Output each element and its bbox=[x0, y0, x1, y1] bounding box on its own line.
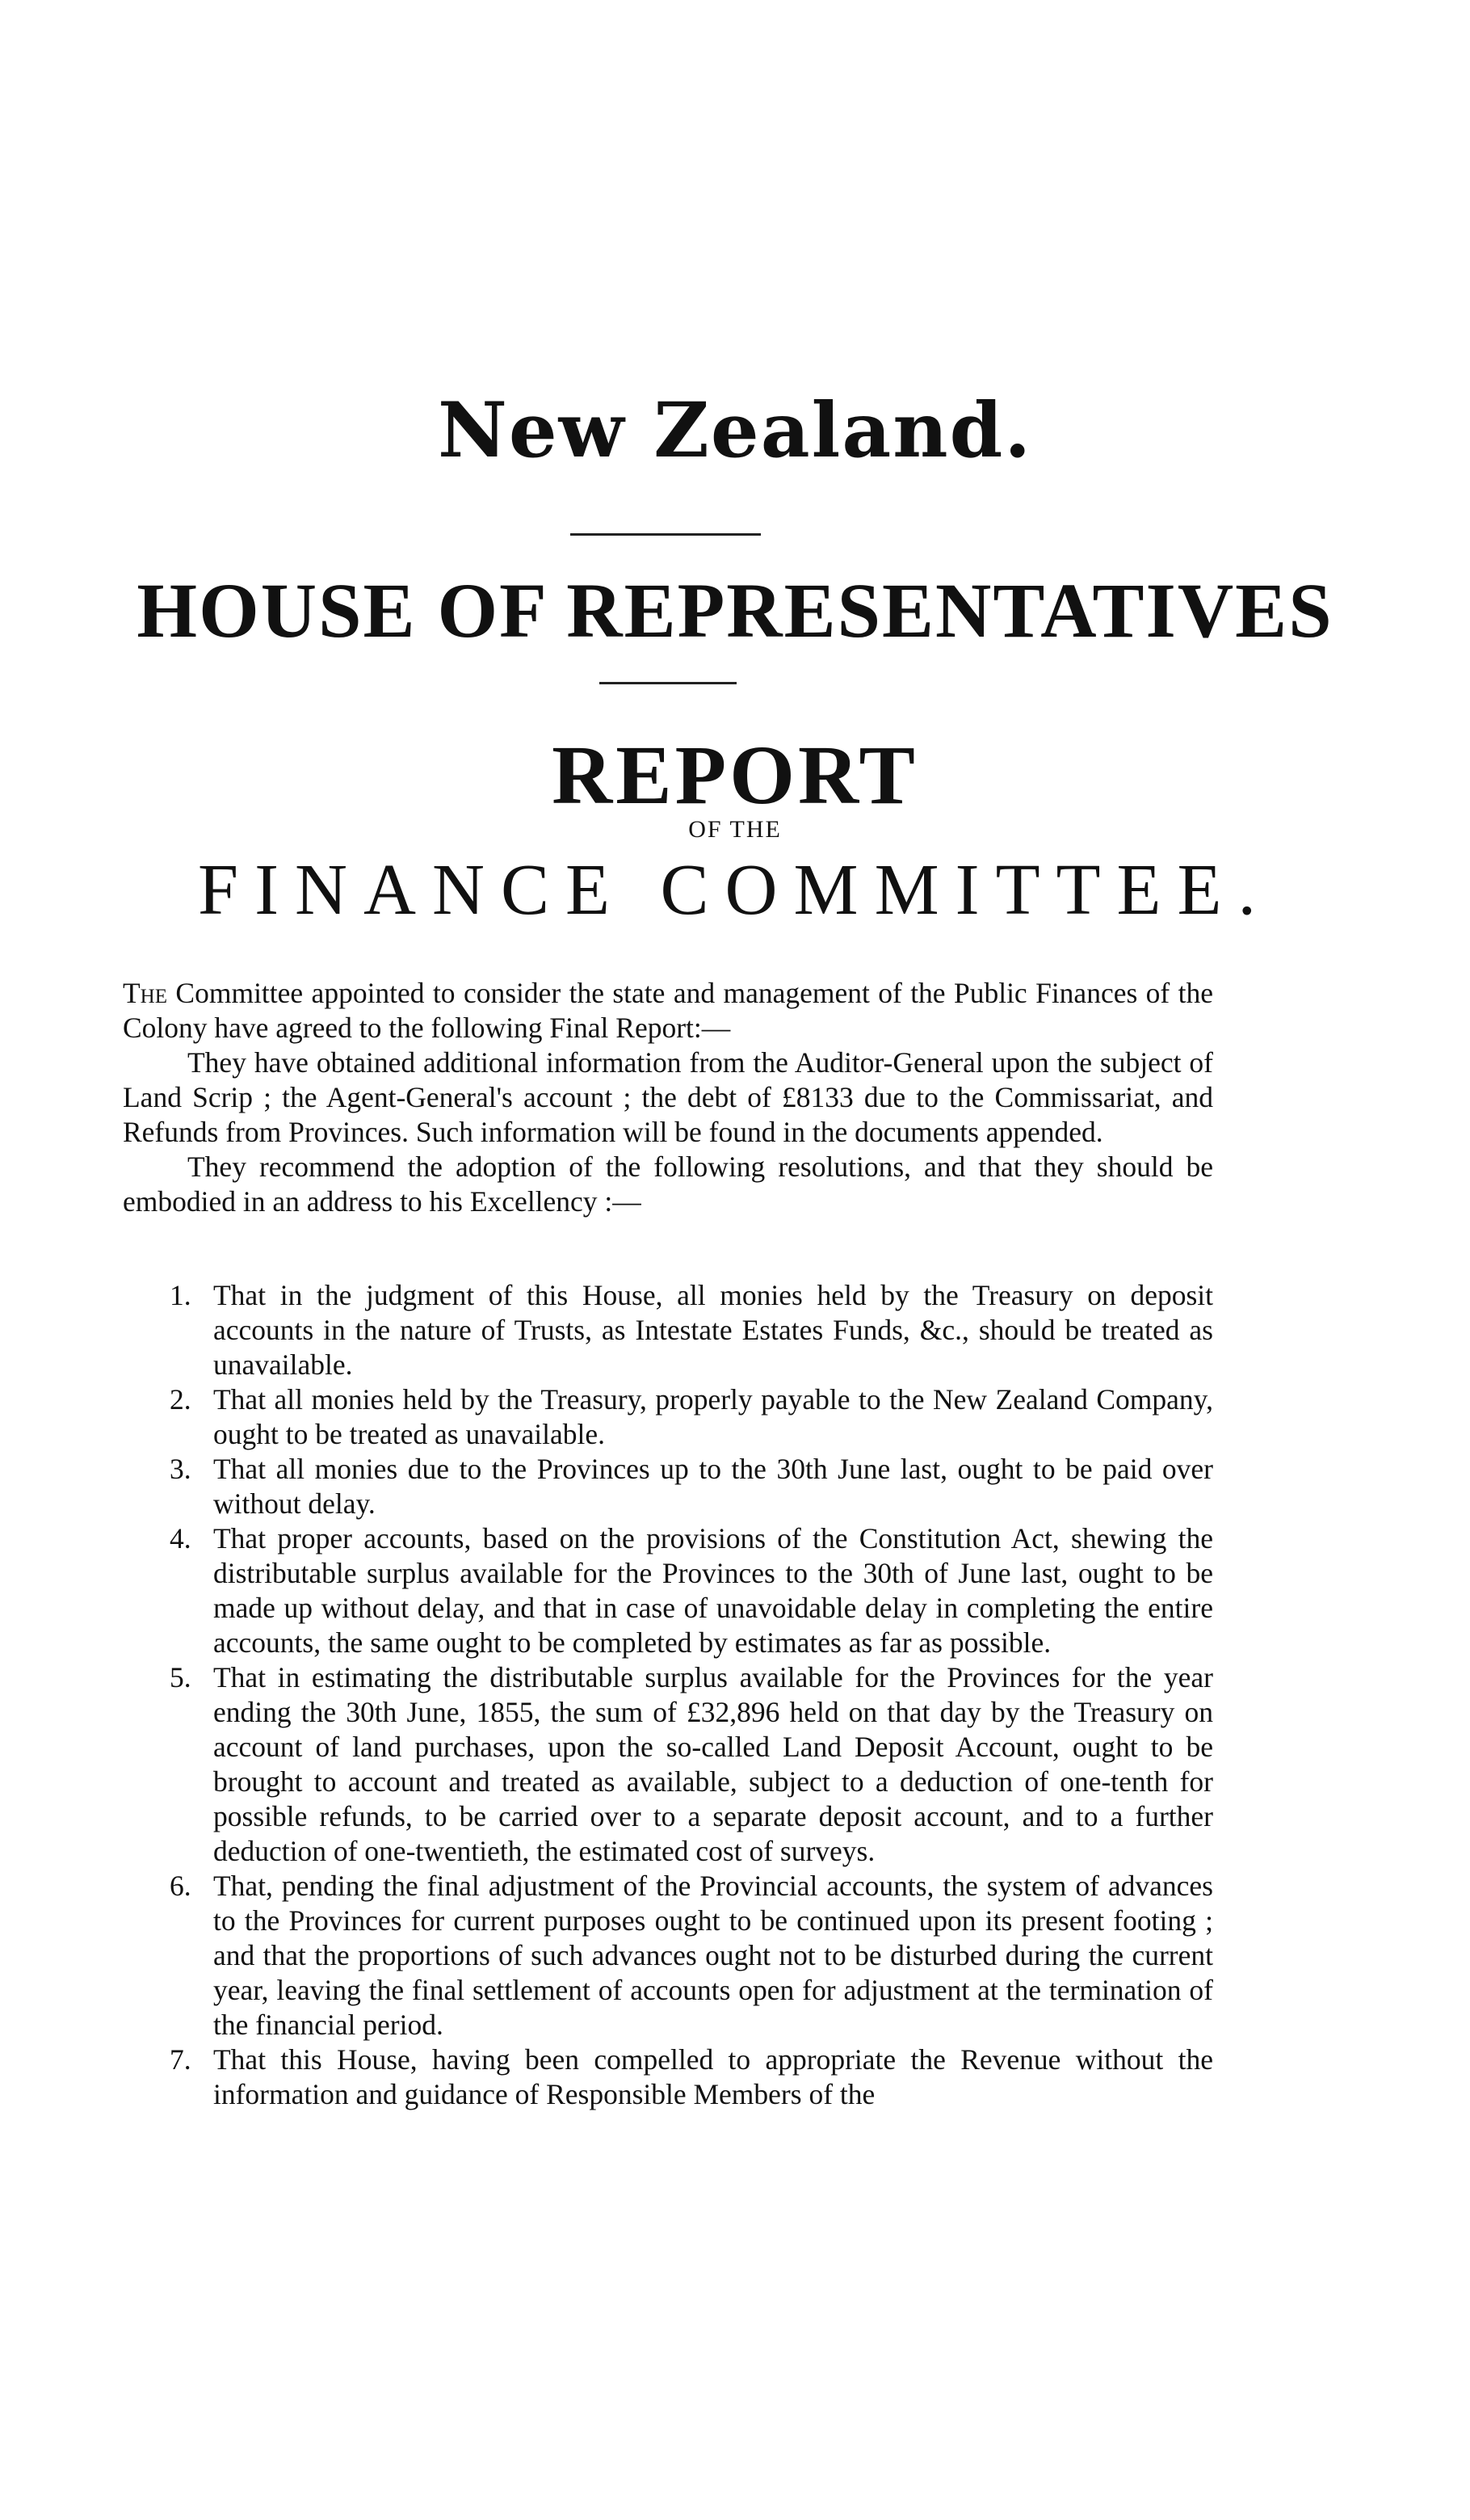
resolution-text: That proper accounts, based on the provisions of the Constitution Act, shewing the distributable surplus available for the Provinces to the 30th of June last, ought to be made up without delay, and that in case of unavoidable delay in completing the entire accounts, the same ought to be completed by estimates as far as possible. bbox=[213, 1522, 1213, 1659]
resolution-item bbox=[170, 1452, 1213, 1521]
resolution-item bbox=[170, 1660, 1213, 1869]
intro-paragraph-3: They recommend the adoption of the following resolutions, and that they should be embodied in an address to his Excellency :— bbox=[123, 1151, 1213, 1218]
resolution-text: That in estimating the distributable surplus available for the Provinces for the year ending the 30th June, 1855, the sum of £32,896 held on that day by the Treasury on account of land purchases, upon the so-called Land Deposit Account, ought to be brought to account and treated as available, subject to a deduction of one-tenth for possible refunds, to be carried over to a separate deposit account, and to a further deduction of one-twentieth, the estimated cost of surveys. bbox=[213, 1661, 1213, 1867]
resolution-item bbox=[170, 1521, 1213, 1660]
intro-paragraph-1 bbox=[123, 976, 1213, 1045]
lead-word: The bbox=[123, 977, 168, 1009]
resolution-number: 7. bbox=[170, 2043, 191, 2076]
resolution-number: 5. bbox=[170, 1661, 191, 1693]
intro-paragraph-2: They have obtained additional information from the Auditor-General upon the subject of Land Scrip ; the Agent-General's account ; the debt of £8133 due to the Commissariat, and Refunds from Provinces. Such information will be found in the documents appended. bbox=[123, 1046, 1213, 1148]
resolution-number: 3. bbox=[170, 1453, 191, 1485]
intro-text bbox=[123, 976, 1213, 1219]
resolution-item bbox=[170, 1382, 1213, 1452]
resolution-number: 2. bbox=[170, 1383, 191, 1416]
resolution-item bbox=[170, 1869, 1213, 2043]
resolution-number: 4. bbox=[170, 1522, 191, 1554]
resolutions-list bbox=[170, 1278, 1213, 2112]
resolution-text: That, pending the final adjustment of the Provincial accounts, the system of advances to the Provinces for current purposes ought to be continued upon its present footing ; and that the proportions of such advances ought not to be disturbed during the current year, leaving the final settlement of accounts open for adjustment at the termination of the financial period. bbox=[213, 1870, 1213, 2041]
house-heading: HOUSE OF REPRESENTATIVES bbox=[136, 567, 1334, 654]
report-heading: REPORT bbox=[552, 729, 918, 822]
of-the-subheading: OF THE bbox=[688, 816, 782, 843]
resolution-number: 6. bbox=[170, 1870, 191, 1902]
resolution-text: That in the judgment of this House, all monies held by the Treasury on deposit accounts in the nature of Trusts, as Intestate Estates Funds, &c., should be treated as unavailable. bbox=[213, 1279, 1213, 1381]
divider-rule bbox=[570, 533, 761, 536]
masthead-title: New Zealand. bbox=[437, 386, 1033, 475]
resolution-item bbox=[170, 2043, 1213, 2112]
resolution-text: That this House, having been compelled to appropriate the Revenue without the information and guidance of Responsible Members of the bbox=[213, 2043, 1213, 2110]
resolution-item bbox=[170, 1278, 1213, 1382]
resolution-number: 1. bbox=[170, 1279, 191, 1311]
intro-paragraph-1-text: Committee appointed to consider the state and management of the Public Finances of the Colony have agreed to the following Final Report:— bbox=[123, 977, 1213, 1044]
committee-heading: FINANCE COMMITTEE. bbox=[198, 850, 1272, 930]
resolution-text: That all monies held by the Treasury, properly payable to the New Zealand Company, ought to be treated as unavailable. bbox=[213, 1383, 1213, 1450]
divider-rule bbox=[599, 682, 737, 684]
resolution-text: That all monies due to the Provinces up to the 30th June last, ought to be paid over without delay. bbox=[213, 1453, 1213, 1520]
